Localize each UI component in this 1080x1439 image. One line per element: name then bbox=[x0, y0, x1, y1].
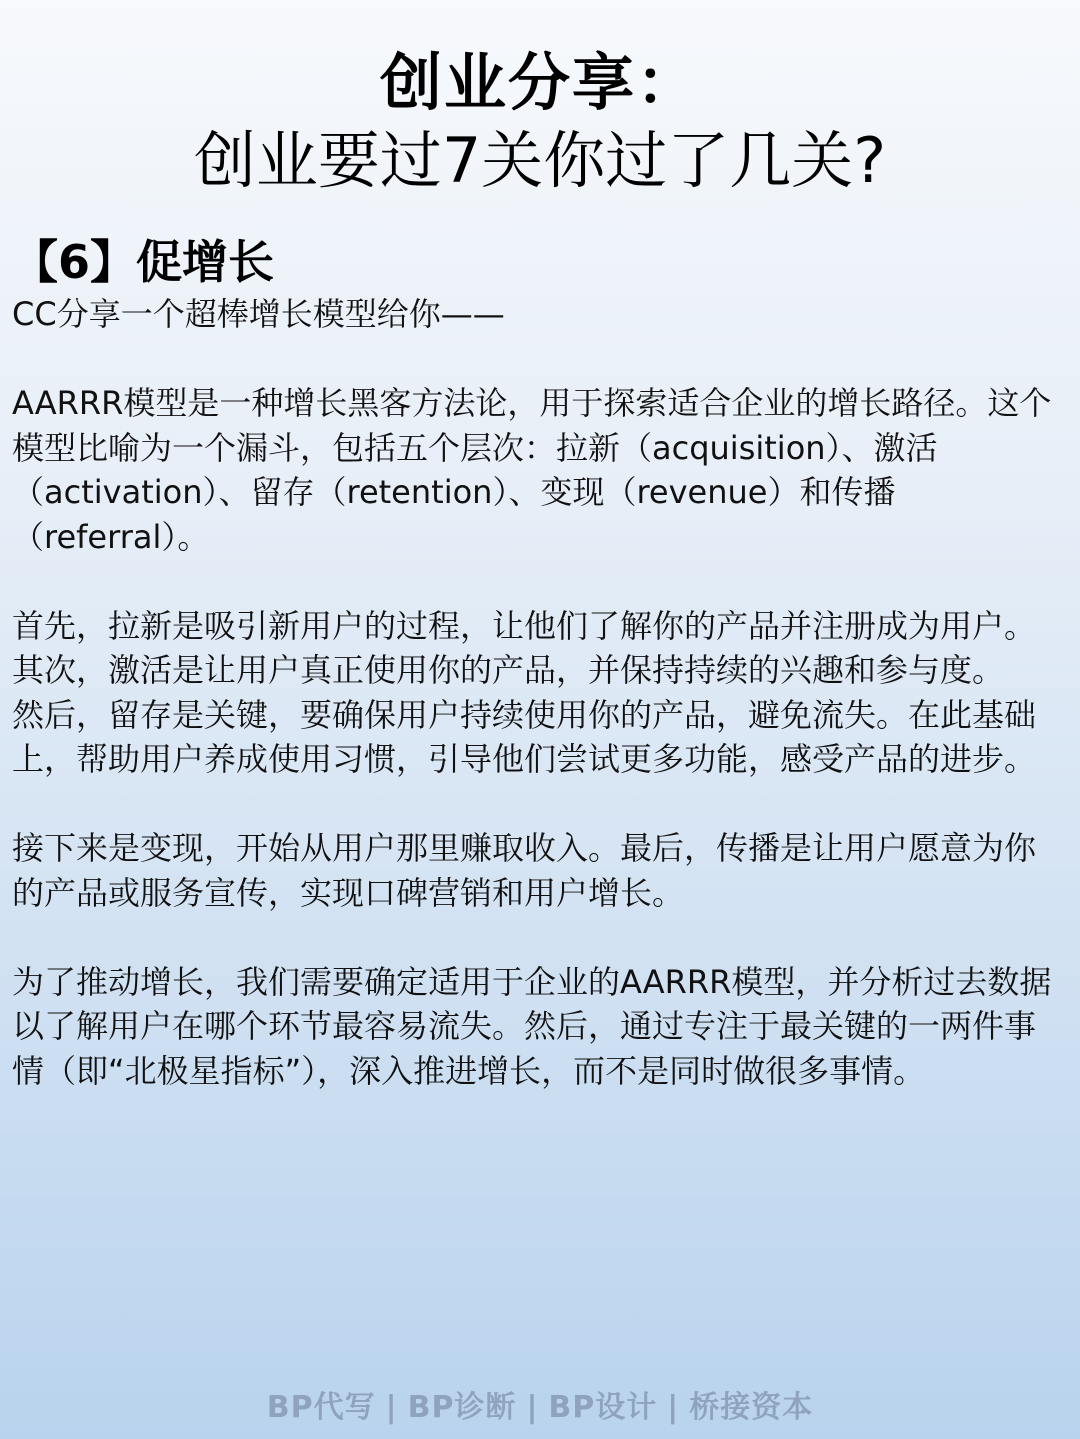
footer-watermark bbox=[0, 1382, 1080, 1426]
footer-separator: | bbox=[385, 1390, 398, 1425]
footer-item-bridge-capital: 桥接资本 bbox=[689, 1390, 814, 1425]
title-line-1: 创业分享： bbox=[379, 46, 700, 119]
paragraph-activation: 其次，激活是让用户真正使用你的产品，并保持持续的兴趣和参与度。 bbox=[12, 651, 1005, 689]
paragraph-intro: CC分享一个超棒增长模型给你—— bbox=[12, 295, 505, 333]
section-heading: 【6】促增长 bbox=[12, 235, 275, 289]
paragraph-retention: 然后，留存是关键，要确保用户持续使用你的产品，避免流失。在此基础上，帮助用户养成使用习惯，引导他们尝试更多功能，感受产品的进步。 bbox=[12, 695, 1037, 778]
page-title bbox=[0, 44, 1080, 200]
paragraph-acquisition: 首先，拉新是吸引新用户的过程，让他们了解你的产品并注册成为用户。 bbox=[12, 606, 1037, 645]
paragraph-aarrr-definition: AARRR模型是一种增长黑客方法论，用于探索适合企业的增长路径。这个模型比喻为一个漏斗，包括五个层次：拉新（acquisition）、激活（activation）、留存（retention）、变现（revenue）和传播（referral）。 bbox=[12, 384, 1052, 556]
footer-separator: | bbox=[526, 1390, 539, 1425]
paragraph-revenue-referral: 接下来是变现，开始从用户那里赚取收入。最后，传播是让用户愿意为你的产品或服务宣传，实现口碑营销和用户增长。 bbox=[12, 829, 1037, 912]
footer-item-bp-writing: BP代写 bbox=[266, 1390, 376, 1425]
paragraph-conclusion: 为了推动增长，我们需要确定适用于企业的AARRR模型，并分析过去数据以了解用户在哪个环节最容易流失。然后，通过专注于最关键的一两件事情（即“北极星指标”），深入推进增长，而不是同时做很多事情。 bbox=[12, 962, 1052, 1090]
footer-item-bp-design: BP设计 bbox=[548, 1390, 658, 1425]
article-body bbox=[12, 292, 1062, 1093]
footer-item-bp-diagnosis: BP诊断 bbox=[407, 1390, 517, 1425]
title-line-2: 创业要过7关你过了几关? bbox=[193, 124, 887, 197]
footer-separator: | bbox=[667, 1390, 680, 1425]
